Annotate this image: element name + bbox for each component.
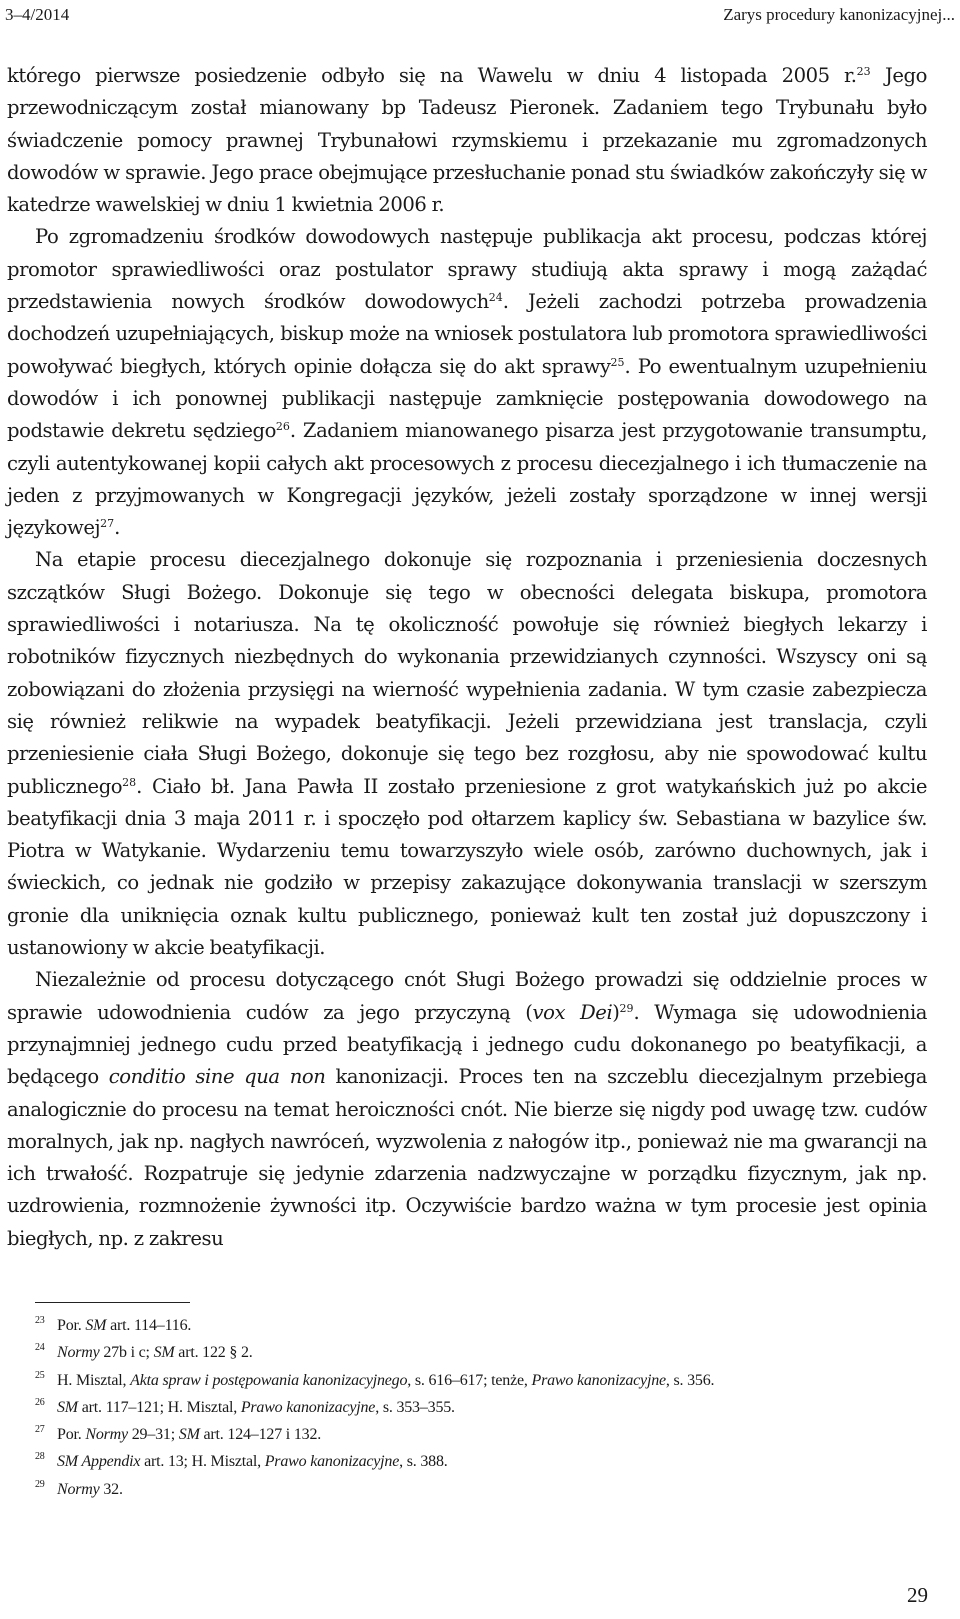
italic-text: Prawo kanonizacyjne (240, 1398, 376, 1416)
italic-text: SM (85, 1317, 107, 1334)
italic-text: Prawo kanonizacyjne (531, 1371, 666, 1389)
text-run: . (114, 516, 120, 540)
text-run: , s. 616–617; tenże, (407, 1371, 532, 1389)
footnotes (35, 1312, 915, 1503)
text-run: . Zadaniem mianowanego pisarza jest przygotowanie transumptu, czyli autentykowanej kopii całych akt procesowych z procesu diecezjalnego i ich tłumaczenie na jeden z przyjmowanych w Kongregacji języków, jeżeli zostały sporządzone w innej wersji językowej (7, 419, 927, 540)
footnote (35, 1421, 915, 1448)
text-run: 27b i c; (99, 1344, 154, 1362)
italic-text: Prawo kanonizacyjne (264, 1453, 400, 1471)
text-run: , s. 356. (665, 1371, 715, 1389)
text-run: Por. (57, 1317, 86, 1334)
text-run: art. 124–127 i 132. (199, 1426, 322, 1444)
article-short-title: Zarys procedury kanonizacyjnej... (723, 5, 955, 24)
text-run: Jego przewodniczącym został mianowany bp Tadeusz Pieronek. Zadaniem tego Trybunału było świadczenie pomocy prawnej Trybunałowi rzymskiemu i przekazanie mu zgromadzonych dowodów w sprawie. Jego prace obejmujące przesłuchanie ponad stu świadków zakończyły się w katedrze wawelskiej w dniu 1 kwietnia 2006 r. (7, 64, 927, 217)
footnote-ref: 28 (122, 775, 137, 789)
footnote-ref: 29 (619, 1001, 634, 1015)
text-run: Po zgromadzeniu środków dowodowych następuje publikacja akt procesu, podczas której promotor sprawiedliwości oraz postulator sprawy studiują akta sprawy i mogą zażądać przedstawienia nowych środków dowodowych (7, 225, 927, 314)
italic-text: Normy (57, 1344, 100, 1362)
page-number: 29 (907, 1583, 928, 1607)
text-run: Niezależnie od procesu dotyczącego cnót Sługi Bożego prowadzi się oddzielnie proces w sprawie udowodnienia cudów za jego przyczyną ( (7, 968, 927, 1024)
text-run: Na etapie procesu diecezjalnego dokonuje się rozpoznania i przeniesienia doczesnych szczątków Sługi Bożego. Dokonuje się tego w obecności delegata biskupa, promotora sprawiedliwości i notariusza. Na tę okoliczność powołuje się również biegłych lekarzy i robotników fizycznych niezbędnych do wykonania przewidzianych czynności. Wszyscy oni są zobowiązani do złożenia przysięgi na wierność wypełnienia zadania. W tym czasie zabezpiecza się również relikwie na wypadek beatyfikacji. Jeżeli przewidziana jest translacja, czyli przeniesienie ciała Sługi Bożego, dokonuje się tego bez rozgłosu, aby nie spowodować kultu publicznego (7, 548, 927, 798)
text-run: H. Misztal, (57, 1371, 131, 1389)
italic-text: conditio sine qua non (108, 1065, 326, 1089)
footnote (35, 1312, 915, 1339)
italic-text: SM (57, 1398, 78, 1416)
footnote-divider (35, 1302, 190, 1303)
footnote-text (57, 1339, 253, 1366)
footnote-text (57, 1476, 123, 1503)
body-text (7, 60, 927, 1255)
footnote-number: 24 (35, 1342, 45, 1354)
text-run: kanonizacji. Proces ten na szczeblu diecezjalnym przebiega analogicznie do procesu na temat heroiczności cnót. Nie bierze się nigdy pod uwagę tzw. cudów moralnych, jak np. nagłych nawróceń, wyzwolenia z nałogów itp., ponieważ nie ma gwarancji na ich trwałość. Rozpatruje się jedynie zdarzenia nadzwyczajne w porządku fizycznym, jak np. uzdrowienia, rozmnożenie żywności itp. Oczywiście bardzo ważna w tym procesie jest opinia biegłych, np. z zakresu (7, 1065, 927, 1250)
text-run: 32. (99, 1480, 123, 1498)
footnote-number: 29 (35, 1478, 45, 1490)
text-run: ) (612, 1000, 620, 1024)
text-run: . Wymaga się udowodnienia przynajmniej jednego cudu przed beatyfikacją i jednego cudu dokonanego po beatyfikacji, a będącego (7, 1000, 927, 1089)
footnote-text (57, 1394, 455, 1421)
italic-text: Akta spraw i postępowania kanonizacyjnego (130, 1371, 408, 1389)
footnote-text (57, 1367, 714, 1394)
text-run: art. 122 § 2. (174, 1344, 253, 1362)
text-run: art. 117–121; H. Misztal, (77, 1398, 241, 1416)
running-header (5, 2, 955, 28)
text-run: . Jeżeli zachodzi potrzeba prowadzenia dochodzeń uzupełniających, biskup może na wniosek postulatora lub promotora sprawiedliwości powoływać biegłych, których opinie dołącza się do akt sprawy (7, 290, 927, 378)
footnote (35, 1339, 915, 1366)
italic-text: vox Dei (532, 1000, 613, 1024)
footnote-ref: 26 (275, 420, 290, 434)
italic-text: SM Appendix (57, 1453, 141, 1471)
italic-text: Normy (85, 1426, 128, 1444)
footnote-ref: 27 (100, 517, 115, 531)
paragraph (7, 964, 927, 1255)
journal-issue: 3–4/2014 (5, 5, 70, 24)
text-run: art. 114–116. (106, 1317, 192, 1334)
text-run: 29–31; (127, 1426, 179, 1444)
footnote-number: 28 (35, 1451, 45, 1463)
footnote-ref: 24 (488, 291, 503, 305)
text-run: , s. 353–355. (375, 1398, 455, 1416)
footnote-text (57, 1421, 321, 1448)
text-run: . Ciało bł. Jana Pawła II zostało przeniesione z grot watykańskich już po akcie beatyfikacji dnia 3 maja 2011 r. i spoczęło pod ołtarzem kaplicy św. Sebastiana w bazylice św. Piotra w Watykanie. Wydarzeniu temu towarzyszyło wiele osób, zarówno duchownych, jak i świeckich, co jednak nie godziło w przepisy zakazujące dokonywania translacji w szerszym gronie dla uniknięcia oznak kultu publicznego, ponieważ kult ten został już dopuszczony i ustanowiony w akcie beatyfikacji. (7, 774, 927, 960)
footnote-number: 25 (35, 1369, 45, 1381)
footnote (35, 1448, 915, 1475)
italic-text: SM (178, 1426, 200, 1444)
footnote-number: 26 (35, 1396, 45, 1408)
italic-text: Normy (57, 1480, 100, 1498)
text-run: art. 13; H. Misztal, (140, 1453, 265, 1471)
paragraph (7, 60, 927, 221)
paragraph (7, 544, 927, 964)
footnote-number: 27 (35, 1424, 45, 1436)
footnote-text (57, 1448, 448, 1475)
footnote (35, 1476, 915, 1503)
italic-text: SM (153, 1344, 175, 1362)
footnote-ref: 25 (610, 355, 625, 369)
footnote (35, 1367, 915, 1394)
text-run: którego pierwsze posiedzenie odbyło się na Wawelu w dniu 4 listopada 2005 r. (7, 64, 857, 87)
paragraph (7, 221, 927, 544)
text-run: . Po ewentualnym uzupełnieniu dowodów i ich ponownej publikacji następuje zamknięcie postępowania dowodowego na podstawie dekretu sędziego (7, 354, 927, 443)
footnote-text (57, 1312, 191, 1339)
text-run: Por. (57, 1426, 86, 1444)
footnote (35, 1394, 915, 1421)
text-run: , s. 388. (399, 1453, 448, 1471)
footnote-number: 23 (35, 1315, 45, 1326)
footnote-ref: 23 (856, 65, 871, 78)
